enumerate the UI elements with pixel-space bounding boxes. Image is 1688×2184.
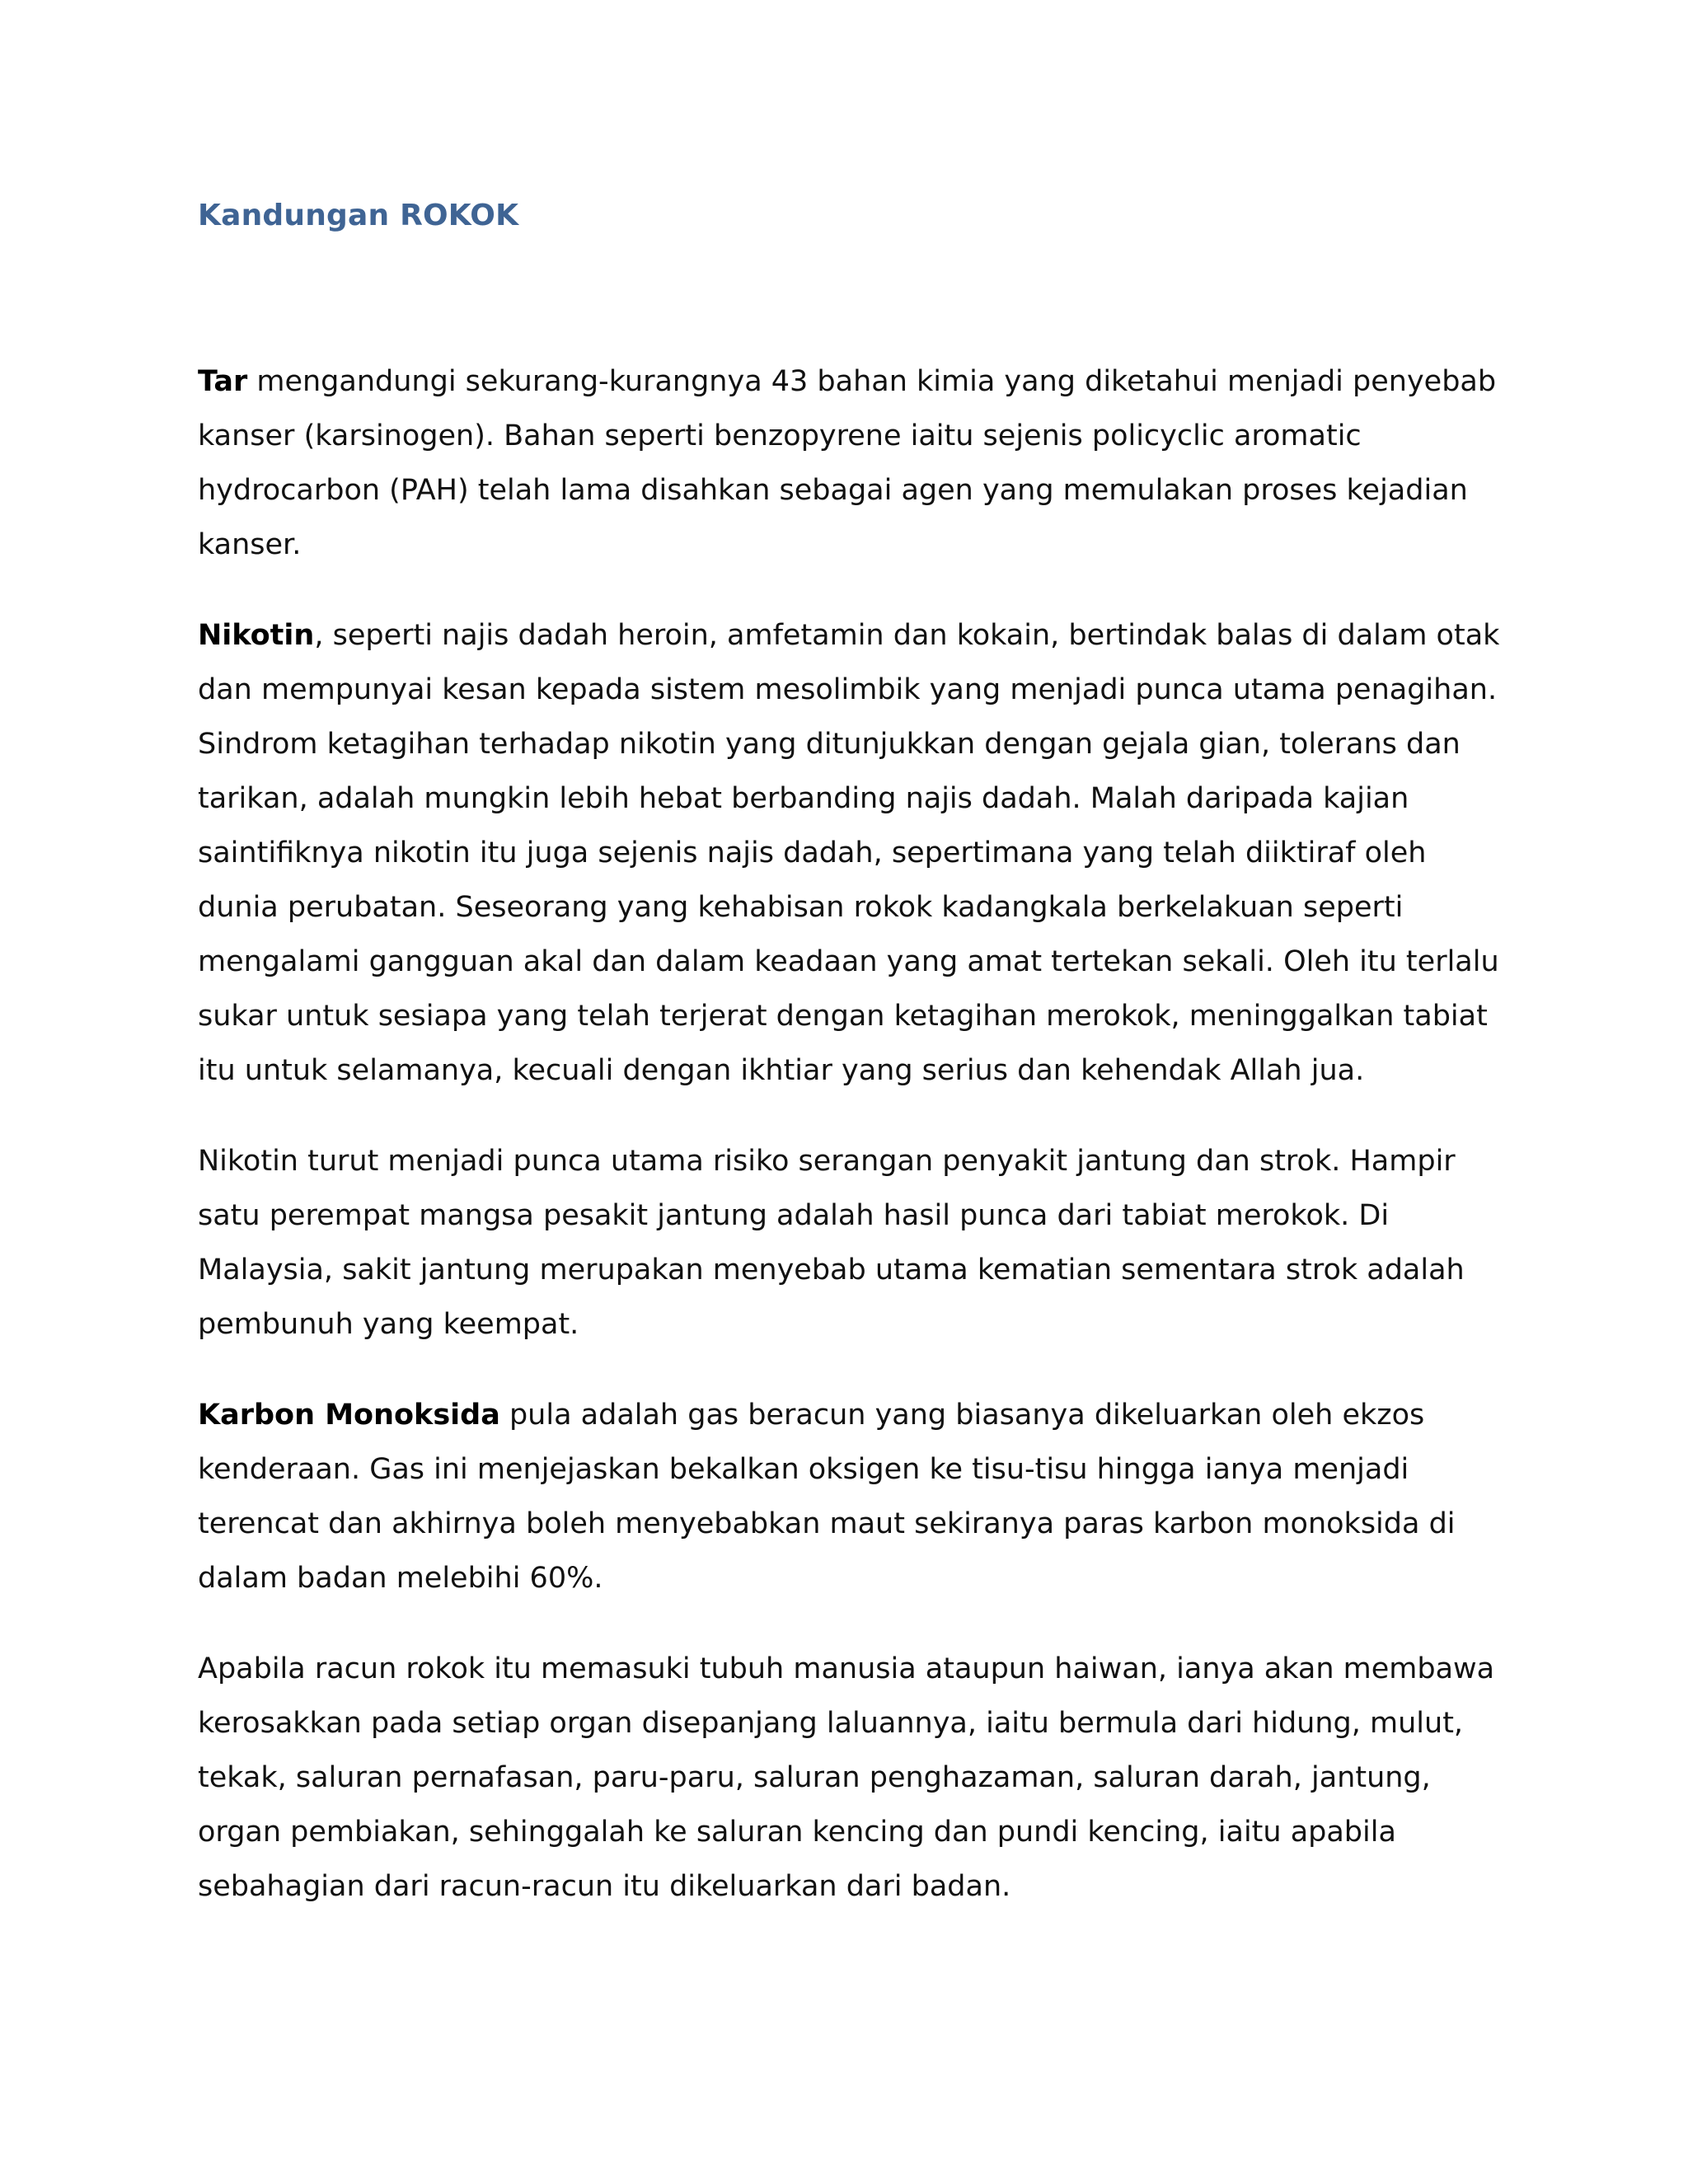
term-carbon-monoxide: Karbon Monoksida [198,1399,500,1432]
paragraph-toxins-body [198,1642,1500,1914]
paragraph-carbon-monoxide [198,1388,1500,1605]
paragraph-carbon-monoxide-text: pula adalah gas beracun yang biasanya dikeluarkan oleh ekzos kenderaan. Gas ini menjejaskan bekalkan oksigen ke tisu-tisu hingga ianya menjadi terencat dan akhirnya boleh menyebabkan maut sekiranya paras karbon monoksida di dalam badan melebihi 60%. [198,1399,1456,1595]
term-nikotin: Nikotin [198,619,315,652]
paragraph-tar-text: mengandungi sekurang-kurangnya 43 bahan kimia yang diketahui menjadi penyebab kanser (karsinogen). Bahan seperti benzopyrene iaitu sejenis policyclic aromatic hydrocarbon (PAH) telah lama disahkan sebagai agen yang memulakan proses kejadian kanser. [198,365,1497,561]
paragraph-tar [198,354,1500,572]
page-title: Kandungan ROKOK [198,199,519,232]
document-body [198,191,1500,1914]
paragraph-toxins-body-text: Apabila racun rokok itu memasuki tubuh manusia ataupun haiwan, ianya akan membawa kerosakkan pada setiap organ disepanjang laluannya, iaitu bermula dari hidung, mulut, tekak, saluran pernafasan, paru-paru, saluran penghazaman, saluran darah, jantung, organ pembiakan, sehinggalah ke saluran kencing dan pundi kencing, iaitu apabila sebahagian dari racun-racun itu dikeluarkan dari badan. [198,1652,1495,1903]
term-tar: Tar [198,365,248,398]
paragraph-nikotin [198,608,1500,1098]
paragraph-heart-disease [198,1134,1500,1352]
paragraph-heart-disease-text: Nikotin turut menjadi punca utama risiko serangan penyakit jantung dan strok. Hampir satu perempat mangsa pesakit jantung adalah hasil punca dari tabiat merokok. Di Malaysia, sakit jantung merupakan menyebab utama kematian sementara strok adalah pembunuh yang keempat. [198,1145,1465,1341]
paragraph-nikotin-text: , seperti najis dadah heroin, amfetamin dan kokain, bertindak balas di dalam otak dan mempunyai kesan kepada sistem mesolimbik yang menjadi punca utama penagihan. Sindrom ketagihan terhadap nikotin yang ditunjukkan dengan gejala gian, tolerans dan tarikan, adalah mungkin lebih hebat berbanding najis dadah. Malah daripada kajian saintifiknya nikotin itu juga sejenis najis dadah, sepertimana yang telah diiktiraf oleh dunia perubatan. Seseorang yang kehabisan rokok kadangkala berkelakuan seperti mengalami gangguan akal dan dalam keadaan yang amat tertekan sekali. Oleh itu terlalu sukar untuk sesiapa yang telah terjerat dengan ketagihan merokok, meninggalkan tabiat itu untuk selamanya, kecuali dengan ikhtiar yang serius dan kehendak Allah jua. [198,619,1500,1087]
